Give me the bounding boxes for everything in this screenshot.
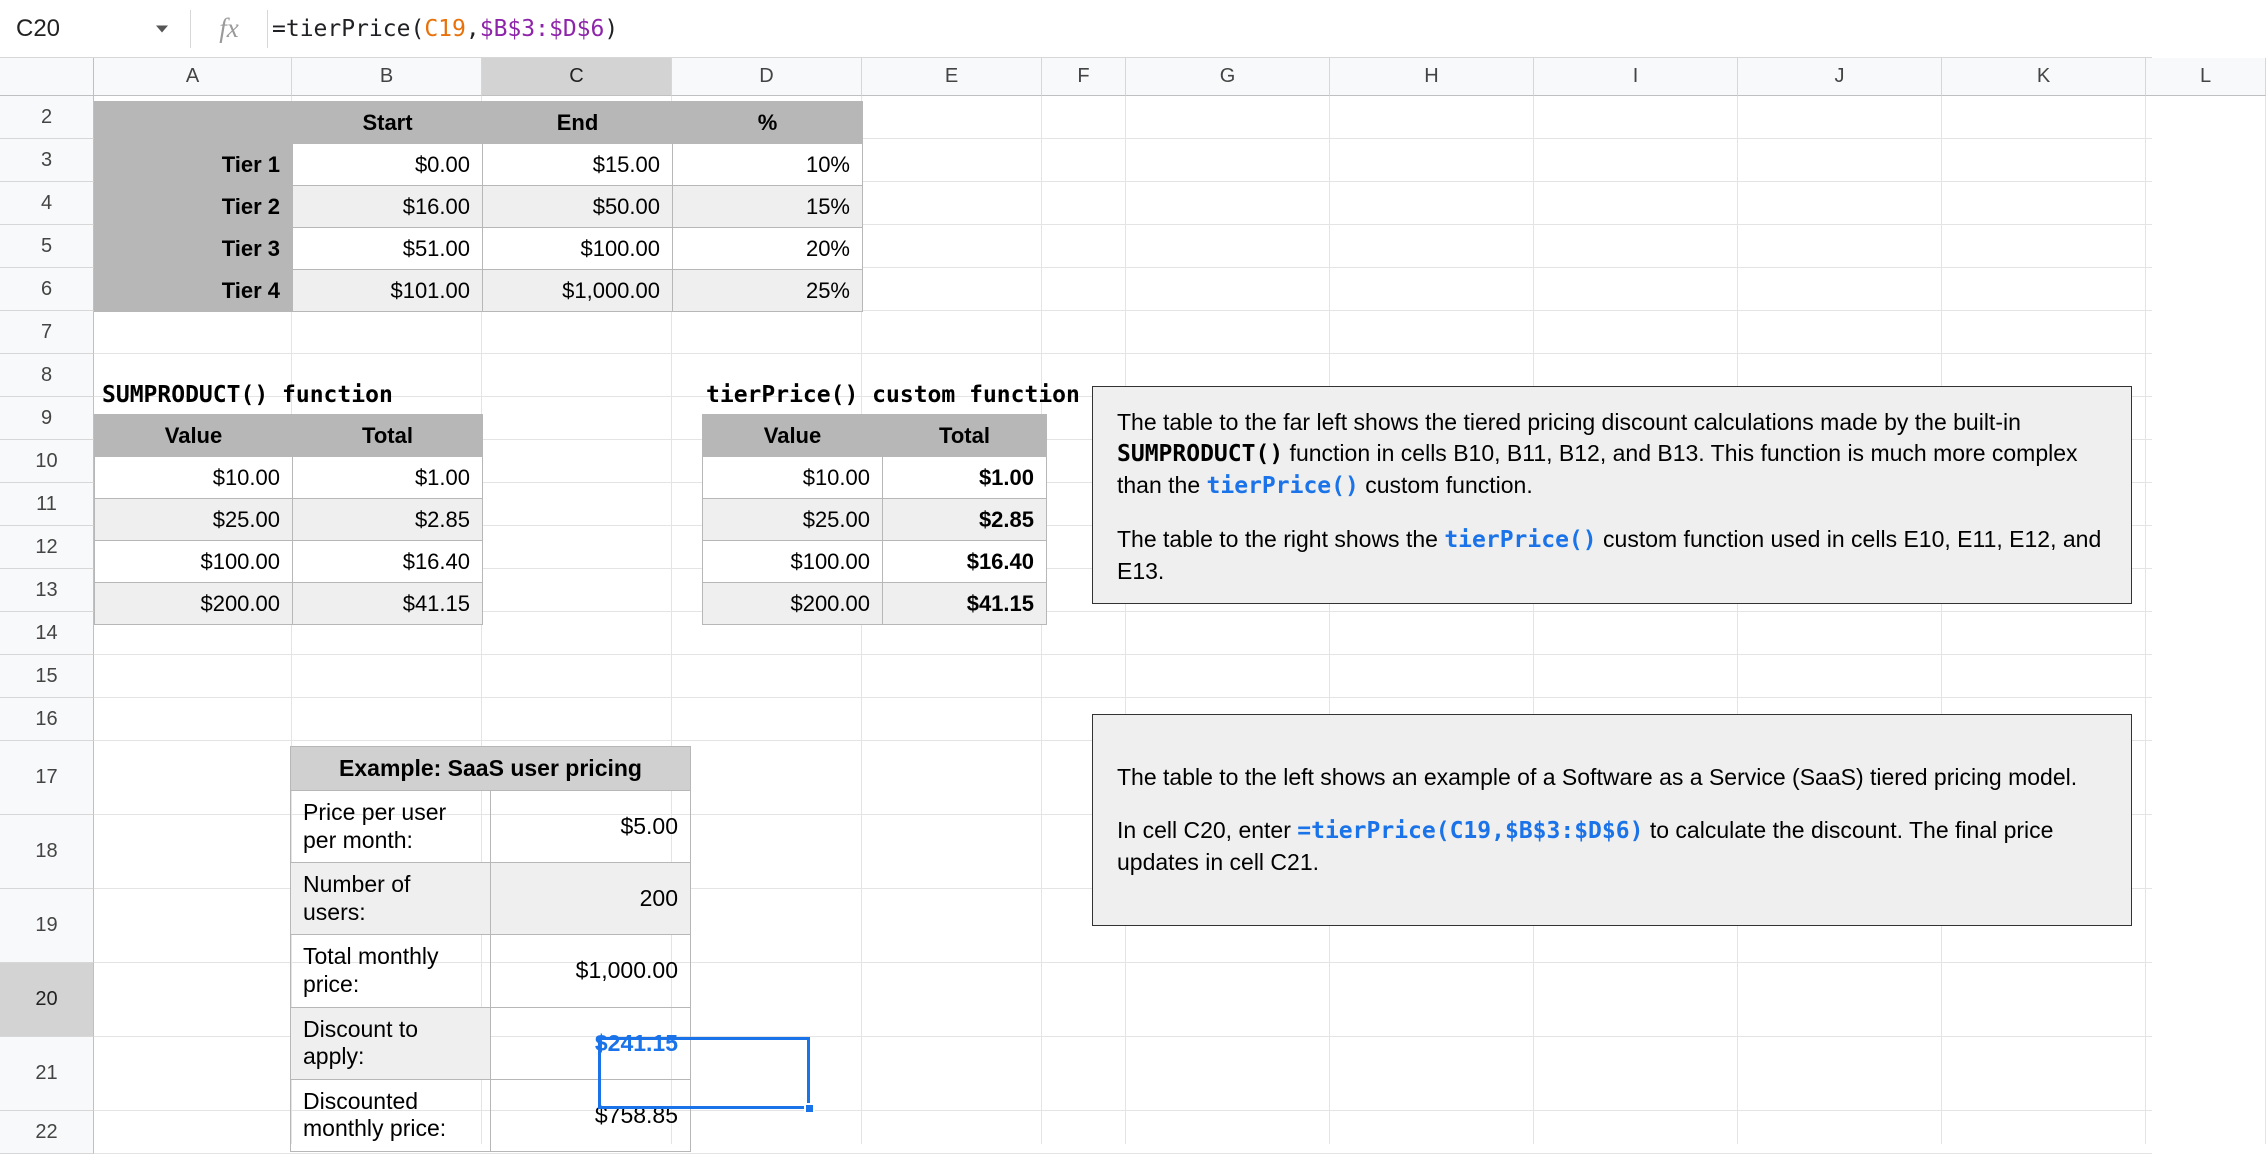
tier-header-end: End xyxy=(483,102,673,144)
sp-total: $41.15 xyxy=(293,583,483,625)
row-header-16[interactable]: 16 xyxy=(0,698,94,741)
table-row xyxy=(95,228,863,270)
row-header-11[interactable]: 11 xyxy=(0,483,94,526)
saas-label: Total monthly price: xyxy=(291,935,491,1007)
column-header-k[interactable]: K xyxy=(1942,58,2146,96)
note-bottom xyxy=(1092,714,2132,926)
gridline xyxy=(94,697,2152,698)
gridline xyxy=(1737,96,1738,1144)
note-top-paragraph-2 xyxy=(1117,524,2107,587)
note-text: to calculate the discount. The final price updates in cell C21. xyxy=(1117,816,2054,876)
note-text: function in cells B10, B11, B12, and B13. This function is much more complex than the xyxy=(1117,440,2078,499)
tier-start: $101.00 xyxy=(293,270,483,312)
row-header-12[interactable]: 12 xyxy=(0,526,94,569)
table-row xyxy=(703,541,1047,583)
gridline xyxy=(1329,96,1330,1144)
gridline xyxy=(94,353,2152,354)
column-header-b[interactable]: B xyxy=(292,58,482,96)
row-header-17[interactable]: 17 xyxy=(0,741,94,815)
note-text: custom function used in cells E10, E11, E12, and E13. xyxy=(1117,526,2102,585)
tier-label: Tier 1 xyxy=(95,144,293,186)
tier-header-pct: % xyxy=(673,102,863,144)
tier-end: $15.00 xyxy=(483,144,673,186)
tp-total: $41.15 xyxy=(883,583,1047,625)
note-text: custom function. xyxy=(1358,472,1533,499)
tier-end: $1,000.00 xyxy=(483,270,673,312)
note-code: tierPrice() xyxy=(1206,473,1359,500)
saas-value-selected[interactable]: $241.15 xyxy=(491,1007,691,1079)
sumproduct-table[interactable] xyxy=(94,414,483,625)
sp-total: $16.40 xyxy=(293,541,483,583)
sp-value: $100.00 xyxy=(95,541,293,583)
formula-suffix: ) xyxy=(604,15,619,42)
grid xyxy=(0,58,2212,1144)
column-headers xyxy=(0,58,2212,96)
column-header-a[interactable]: A xyxy=(94,58,292,96)
note-code: tierPrice() xyxy=(1444,527,1597,554)
saas-title: Example: SaaS user pricing xyxy=(291,747,691,791)
table-row xyxy=(95,499,483,541)
formula-prefix: =tierPrice( xyxy=(272,15,425,42)
row-header-4[interactable]: 4 xyxy=(0,182,94,225)
table-row xyxy=(291,935,691,1007)
col-header-value: Value xyxy=(95,415,293,457)
tier-start: $51.00 xyxy=(293,228,483,270)
table-row xyxy=(95,583,483,625)
fill-handle[interactable] xyxy=(804,1103,815,1114)
table-row xyxy=(291,1079,691,1151)
note-bottom-paragraph-2 xyxy=(1117,815,2107,878)
tier-end: $50.00 xyxy=(483,186,673,228)
sp-total: $2.85 xyxy=(293,499,483,541)
column-header-j[interactable]: J xyxy=(1738,58,1942,96)
saas-label: Discounted monthly price: xyxy=(291,1079,491,1151)
col-header-total: Total xyxy=(883,415,1047,457)
note-text: The table to the far left shows the tiered pricing discount calculations made by the built-in xyxy=(1117,409,2021,435)
tp-value: $200.00 xyxy=(703,583,883,625)
column-header-g[interactable]: G xyxy=(1126,58,1330,96)
tier-header-start: Start xyxy=(293,102,483,144)
note-top-paragraph-1 xyxy=(1117,407,2107,502)
row-header-5[interactable]: 5 xyxy=(0,225,94,268)
note-bottom-paragraph-1: The table to the left shows an example of a Software as a Service (SaaS) tiered pricing model. xyxy=(1117,763,2078,790)
sp-value: $10.00 xyxy=(95,457,293,499)
table-row xyxy=(291,1007,691,1079)
table-row xyxy=(95,457,483,499)
saas-value: $758.85 xyxy=(491,1079,691,1151)
row-header-2[interactable]: 2 xyxy=(0,96,94,139)
formula-input[interactable] xyxy=(268,0,2152,58)
row-header-20[interactable]: 20 xyxy=(0,963,94,1037)
row-header-14[interactable]: 14 xyxy=(0,612,94,655)
tp-total: $2.85 xyxy=(883,499,1047,541)
table-header-row xyxy=(95,102,863,144)
formula-bar xyxy=(0,0,2152,58)
column-header-h[interactable]: H xyxy=(1330,58,1534,96)
table-row xyxy=(95,541,483,583)
table-row xyxy=(95,144,863,186)
table-row xyxy=(95,186,863,228)
saas-label: Discount to apply: xyxy=(291,1007,491,1079)
tier-end: $100.00 xyxy=(483,228,673,270)
table-row xyxy=(703,499,1047,541)
grid-canvas[interactable] xyxy=(94,96,2152,1144)
sp-total: $1.00 xyxy=(293,457,483,499)
row-header-6[interactable]: 6 xyxy=(0,268,94,311)
row-header-15[interactable]: 15 xyxy=(0,655,94,698)
row-header-3[interactable]: 3 xyxy=(0,139,94,182)
row-header-9[interactable]: 9 xyxy=(0,397,94,440)
saas-value: 200 xyxy=(491,863,691,935)
row-header-19[interactable]: 19 xyxy=(0,889,94,963)
tier-pct: 20% xyxy=(673,228,863,270)
table-row xyxy=(703,583,1047,625)
sp-value: $200.00 xyxy=(95,583,293,625)
tier-table xyxy=(94,101,863,312)
sumproduct-caption: SUMPRODUCT() function xyxy=(102,382,393,408)
tp-value: $25.00 xyxy=(703,499,883,541)
tier-label: Tier 2 xyxy=(95,186,293,228)
chevron-down-icon[interactable] xyxy=(156,25,168,32)
gridline xyxy=(1125,96,1126,1144)
tier-start: $0.00 xyxy=(293,144,483,186)
name-box-value: C20 xyxy=(16,14,61,42)
column-header-e[interactable]: E xyxy=(862,58,1042,96)
name-box[interactable] xyxy=(0,0,190,58)
tier-label: Tier 3 xyxy=(95,228,293,270)
tier-pct: 25% xyxy=(673,270,863,312)
tier-pct: 15% xyxy=(673,186,863,228)
formula-arg1: C19 xyxy=(424,15,466,42)
table-row xyxy=(291,791,691,863)
tierprice-caption: tierPrice() custom function xyxy=(706,382,1080,408)
table-row xyxy=(703,457,1047,499)
gridline xyxy=(1941,96,1942,1144)
gridline xyxy=(1533,96,1534,1144)
col-header-value: Value xyxy=(703,415,883,457)
formula-arg2: $B$3:$D$6 xyxy=(479,15,605,42)
row-header-22[interactable]: 22 xyxy=(0,1111,94,1154)
tp-total: $1.00 xyxy=(883,457,1047,499)
tier-pricing-table[interactable] xyxy=(94,101,863,312)
tierprice-table[interactable] xyxy=(702,414,1047,625)
note-text: The table to the right shows the xyxy=(1117,526,1445,553)
column-header-f[interactable]: F xyxy=(1042,58,1126,96)
saas-label: Price per user per month: xyxy=(291,791,491,863)
gridline xyxy=(94,654,2152,655)
saas-label: Number of users: xyxy=(291,863,491,935)
tp-total: $16.40 xyxy=(883,541,1047,583)
row-header-8[interactable]: 8 xyxy=(0,354,94,397)
table-row xyxy=(291,863,691,935)
tier-label: Tier 4 xyxy=(95,270,293,312)
row-header-7[interactable]: 7 xyxy=(0,311,94,354)
saas-value: $5.00 xyxy=(491,791,691,863)
note-code: =tierPrice(C19,$B$3:$D$6) xyxy=(1297,817,1644,844)
column-header-c[interactable]: C xyxy=(482,58,672,96)
column-header-i[interactable]: I xyxy=(1534,58,1738,96)
tier-pct: 10% xyxy=(673,144,863,186)
tp-value: $100.00 xyxy=(703,541,883,583)
row-header-10[interactable]: 10 xyxy=(0,440,94,483)
saas-pricing-table[interactable] xyxy=(290,746,691,1152)
note-text: In cell C20, enter xyxy=(1117,816,1298,843)
row-header-18[interactable]: 18 xyxy=(0,815,94,889)
gridline xyxy=(2145,96,2146,1144)
sp-value: $25.00 xyxy=(95,499,293,541)
col-header-total: Total xyxy=(293,415,483,457)
table-header-row xyxy=(95,415,483,457)
row-header-13[interactable]: 13 xyxy=(0,569,94,612)
column-header-l[interactable]: L xyxy=(2146,58,2266,96)
saas-value: $1,000.00 xyxy=(491,935,691,1007)
table-row xyxy=(95,270,863,312)
formula-comma: , xyxy=(465,15,480,42)
table-header-row xyxy=(703,415,1047,457)
table-header-row xyxy=(291,747,691,791)
tier-header-blank xyxy=(95,102,293,144)
tp-value: $10.00 xyxy=(703,457,883,499)
column-header-d[interactable]: D xyxy=(672,58,862,96)
row-header-21[interactable]: 21 xyxy=(0,1037,94,1111)
function-icon[interactable]: fx xyxy=(219,13,239,43)
note-code: SUMPRODUCT() xyxy=(1117,441,1284,468)
note-top xyxy=(1092,386,2132,604)
tier-start: $16.00 xyxy=(293,186,483,228)
